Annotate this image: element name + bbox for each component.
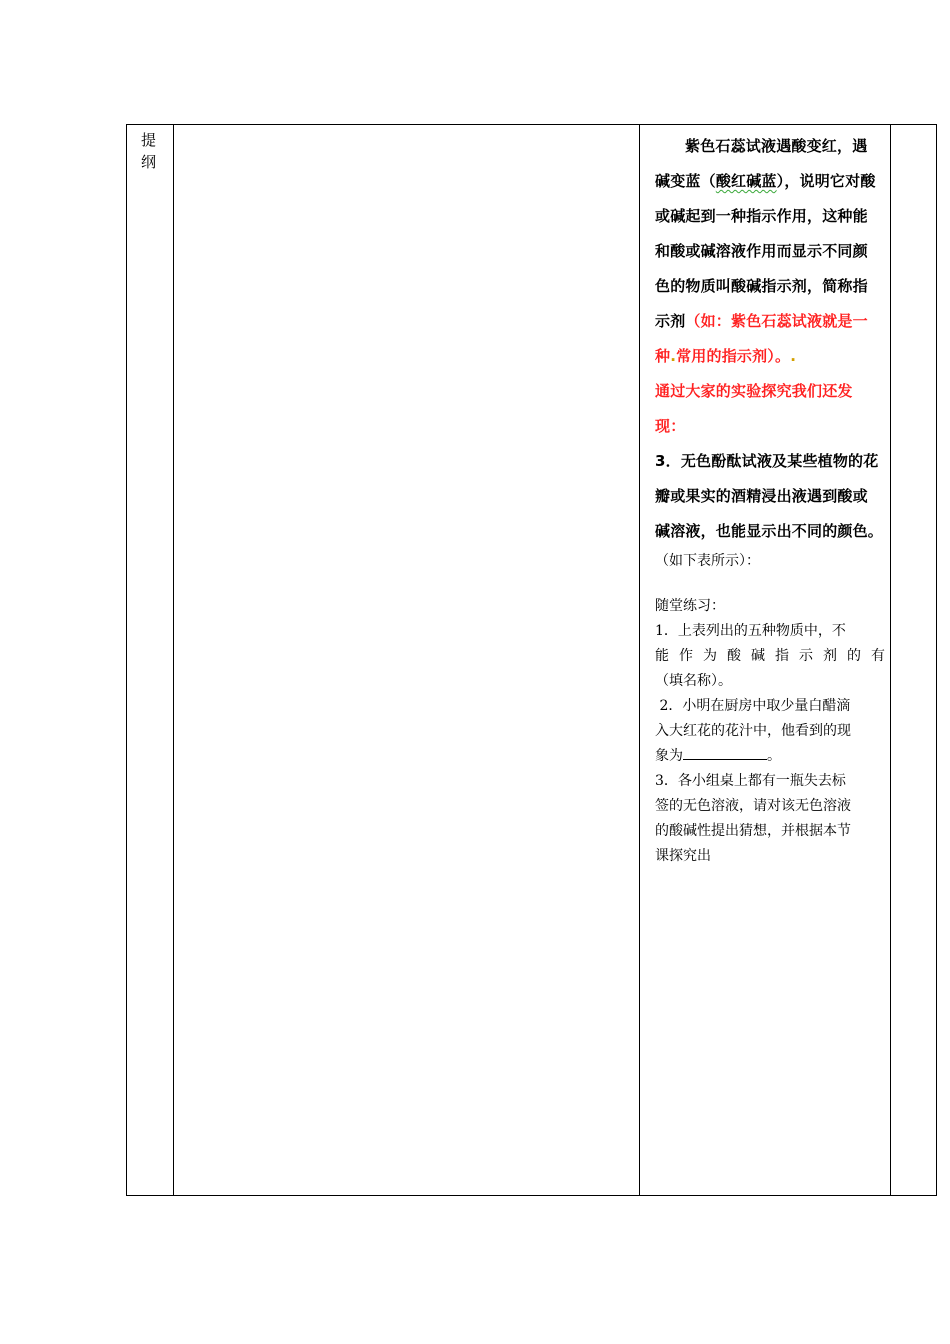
example-note: （如：紫色石蕊试液就是一: [685, 312, 868, 330]
right-column: [891, 125, 937, 1196]
question-1: 1．上表列出的五种物质中，不 能作为酸碱指示剂的有 （填名称）。: [655, 623, 885, 689]
point-3: 3．无色酚酞试液及某些植物的花 瓣或果实的酒精浸出液遇到酸或 碱溶液，也能显示出不同的颜色。: [655, 452, 884, 540]
answer-blank[interactable]: [683, 745, 767, 760]
question-2: 2．小明在厨房中取少量白醋滴 入大红花的花汁中，他看到的现 象为 。: [655, 698, 851, 764]
table-note: （如下表所示）：: [655, 553, 760, 569]
blank-column: [174, 125, 640, 1196]
question-3: 3．各小组桌上都有一瓶失去标 签的无色溶液，请对该无色溶液 的酸碱性提出猜想，并根据本节 课探究出: [655, 773, 851, 864]
practice-title: 随堂练习：: [655, 598, 725, 614]
discovery-text: 通过大家的实验探究我们还发 现：: [655, 382, 853, 435]
acid-red-base-blue: 酸红碱蓝: [715, 172, 777, 190]
label-column: [127, 125, 174, 1196]
outline-label: 提 纲: [141, 131, 157, 171]
table-bottom-border: [127, 1195, 937, 1196]
lesson-content: [649, 125, 891, 869]
indicator-paragraph: 紫色石蕊试液遇酸变红，遇 碱变蓝（酸红碱蓝），说明它对酸 或碱起到一种指示作用，这种能 和酸或碱溶液作用而显示不同颜 色的物质叫酸碱指示剂，简称指 示剂（如：紫色石蕊试液就是一 种.常用的指示剂）。.: [655, 137, 876, 365]
lesson-table: [126, 124, 937, 1196]
